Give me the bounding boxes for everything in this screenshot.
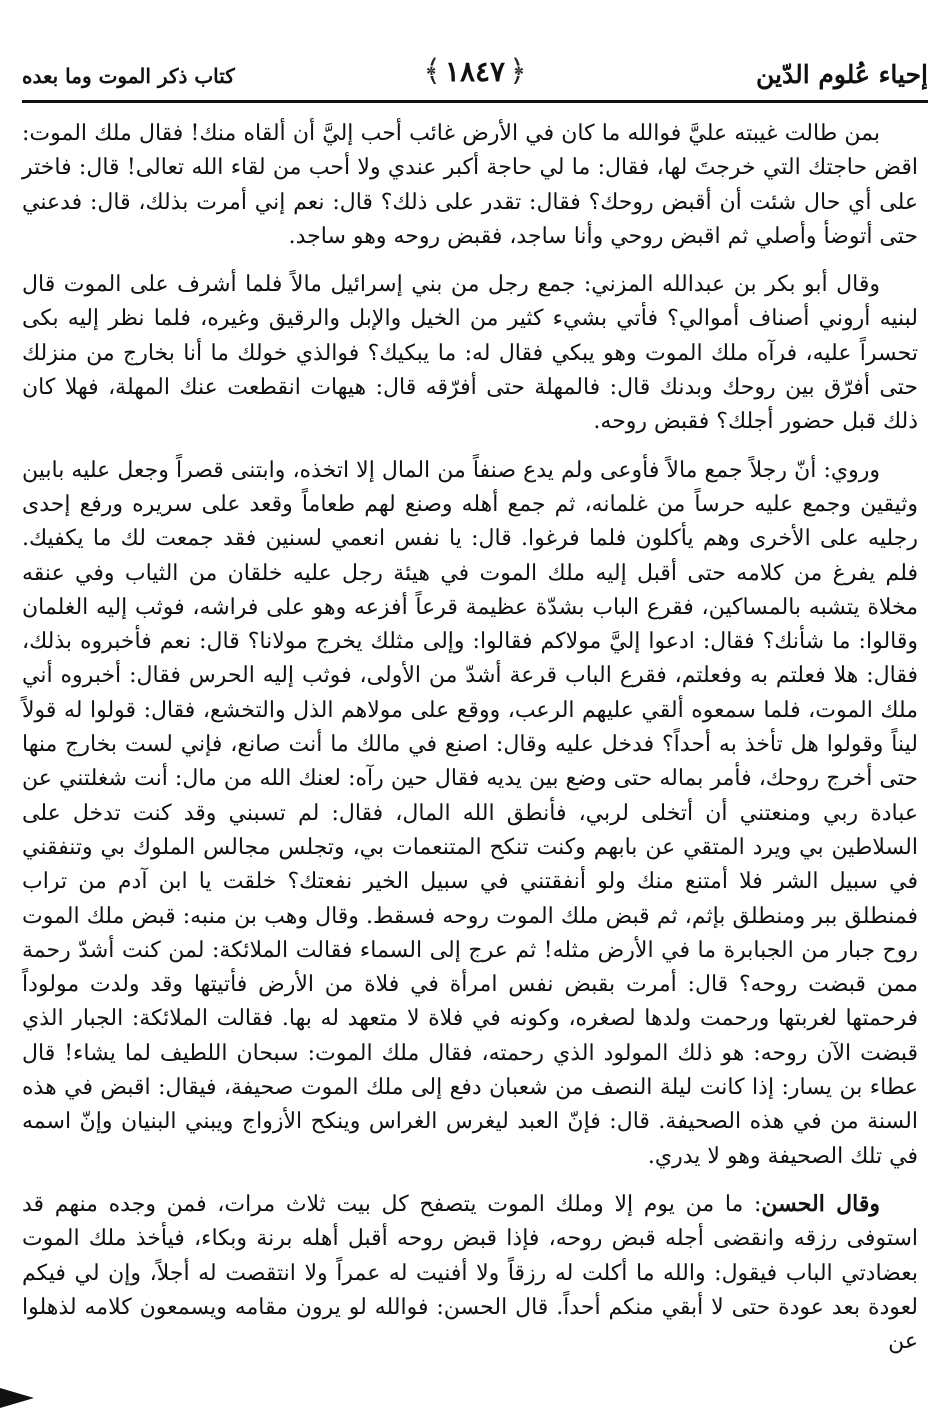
paragraph-text: بمن طالت غيبته عليَّ فوالله ما كان في الأرض غائب أحب إليَّ أن ألقاه منك! فقال ملك الموت: اقض حاجتك التي خرجتَ لها، فقال: ما لي حاجة أكبر عندي ولا أحب من لقاء الله تعالى! قال: فاختر على أي حال شئت أن أقبض روحك؟ فقال: تقدر على ذلك؟ قال: نعم إني أمرت بذلك، قال: فدعني حتى أتوضأ وأصلي ثم اقبض روحي وأنا ساجد، فقبض روحه وهو ساجد. bbox=[22, 121, 918, 249]
page-number-group bbox=[423, 54, 526, 89]
paragraph-text: وروي: أنّ رجلاً جمع مالاً فأوعى ولم يدع صنفاً من المال إلا اتخذه، وابتنى قصراً وجعل عليه بابين وثيقين وجمع عليه حرساً من غلمانه، ثم جمع أهله وصنع لهم طعاماً وقعد على سريره ورفع إحدى رجليه على الأخرى وهم يأكلون فلما فرغوا. قال: يا نفس انعمي لسنين فقد جمعت لك ما يكفيك. فلم يفرغ من كلامه حتى أقبل إليه ملك الموت في هيئة رجل عليه خلقان من الثياب وفي عنقه مخلاة يتشبه بالمساكين، فقرع الباب بشدّة عظيمة قرعاً أفزعه وهو على فراشه، فوثب إليه الغلمان وقالوا: ما شأنك؟ فقال: ادعوا إليَّ مولاكم فقالوا: وإلى مثلك يخرج مولانا؟ قال: نعم فأخبروه بذلك، فقال: هلا فعلتم به وفعلتم، فقرع الباب قرعة أشدّ من الأولى، فوثب إليه الحرس فقال: أخبروه أني ملك الموت، فلما سمعوه ألقي عليهم الرعب، ووقع على مولاهم الذل والتخشع، فقال: قولوا له قولاً ليناً وقولوا هل تأخذ به أحداً؟ فدخل عليه وقال: اصنع في مالك ما أنت صانع، فإني لست بخارج منها حتى أخرج روحك، فأمر بماله حتى وضع بين يديه فقال حين رآه: لعنك الله من مال: أنت شغلتني عن عبادة ربي ومنعتني أن أتخلى لربي، فأنطق الله المال، فقال: لم تسبني وقد كنت تدخل على السلاطين بي ويرد المتقي عن بابهم وكنت تنكح المتنعمات بي، وتجلس مجالس الملوك بي وتنفقني في سبيل الشر فلا أمتنع منك ولو أنفقتني في سبيل الخير نفعتك؟ خلقت يا ابن آدم من تراب فمنطلق ببر ومنطلق بإثم، ثم قبض ملك الموت روحه فسقط. وقال وهب بن منبه: قبض ملك الموت روح جبار من الجبابرة ما في الأرض مثله! ثم عرج إلى السماء فقالت الملائكة: لمن كنت أشدّ رحمة ممن قبضت روحه؟ قال: أمرت بقبض نفس امرأة في فلاة من الأرض فأتيتها وقد ولدت مولوداً فرحمتها لغربتها ورحمت ولدها لصغره، وكونه في فلاة لا متعهد له بها. فقالت الملائكة: الجبار الذي قبضت الآن روحه: هو ذلك المولود الذي رحمته، فقال ملك الموت: سبحان اللطيف لما يشاء! قال عطاء بن يسار: إذا كانت ليلة النصف من شعبان دفع إلى ملك الموت صحيفة، فيقال: اقبض في هذه السنة من في هذه الصحيفة. قال: فإنّ العبد ليغرس الغراس وينكح الأزواج ويبني البنيان وإنّ اسمه في تلك الصحيفة وهو لا يدري. bbox=[22, 457, 919, 1169]
page-header bbox=[22, 50, 928, 96]
paragraph-4 bbox=[22, 1187, 918, 1359]
paragraph-2 bbox=[22, 267, 918, 439]
body-text bbox=[22, 116, 918, 1359]
paragraph-lead: وقال الحسن bbox=[761, 1190, 880, 1217]
paragraph-3 bbox=[22, 453, 918, 1174]
page-corner-mark bbox=[0, 1388, 34, 1408]
paragraph-text: : ما من يوم إلا وملك الموت يتصفح كل بيت ثلاث مرات، فمن وجده منهم قد استوفى رزقه وانقضى أجله قبض روحه، فإذا قبض روحه أقبل أهله برنة وبكاء، فيأخذ ملك الموت بعضادتي الباب فيقول: والله ما أكلت له رزقاً ولا أفنيت له عمراً ولا انتقصت له أجلاً، وإن لي فيكم لعودة بعد عودة حتى لا أبقي منكم أحداً. قال الحسن: فوالله لو يرون مقامه ويسمعون كلامه لذهلوا عن bbox=[22, 1191, 918, 1355]
book-title: إحياء عُلوم الدّين bbox=[756, 60, 928, 89]
paragraph-text: وقال أبو بكر بن عبدالله المزني: جمع رجل من بني إسرائيل مالاً فلما أشرف على الموت قال لبنيه أروني أصناف أموالي؟ فأتي بشيء كثير من الخيل والإبل والرقيق وغيره، فلما نظر إليه بكى تحسراً عليه، فرآه ملك الموت وهو يبكي فقال له: ما يبكيك؟ فوالذي خولك ما أنا بخارج من منزلك حتى أفرّق بين روحك وبدنك قال: فالمهلة حتى أفرّقه قال: هيهات انقطعت عنك المهلة، فهلا كان ذلك قبل حضور أجلك؟ فقبض روحه. bbox=[22, 272, 918, 435]
paragraph-1 bbox=[22, 116, 918, 254]
ornamental-brace-open: ﴿ bbox=[509, 54, 527, 89]
page-number: ١٨٤٧ bbox=[444, 55, 506, 88]
chapter-title: كتاب ذكر الموت وما بعده bbox=[22, 64, 235, 88]
ornamental-brace-close: ﴾ bbox=[423, 54, 441, 89]
header-rule bbox=[22, 100, 928, 103]
